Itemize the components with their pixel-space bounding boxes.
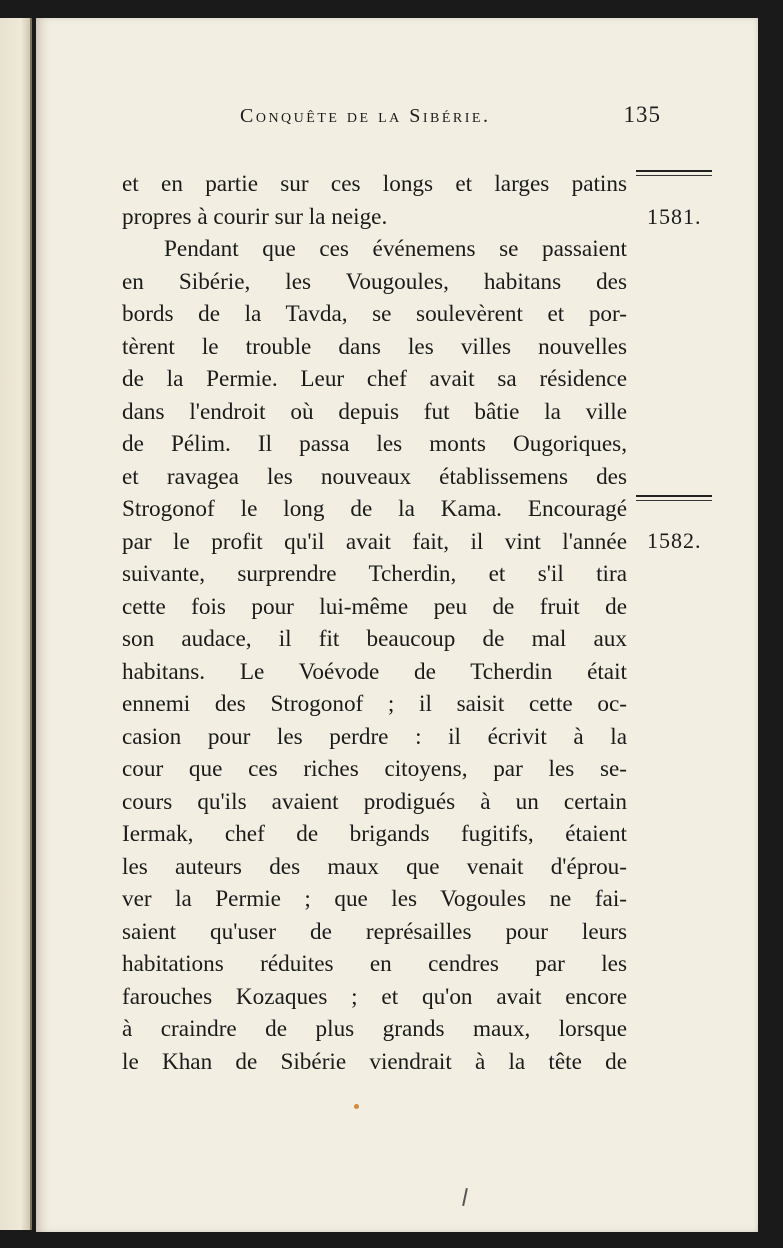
margin-year: 1582.	[647, 528, 702, 553]
text-line: de la Permie. Leur chef avait sa résidence	[122, 366, 627, 392]
text-line: habitans. Le Voévode de Tcherdin était	[122, 658, 627, 685]
text-line: tèrent le trouble dans les villes nouvelles	[122, 333, 627, 360]
text-line: bords de la Tavda, se soulevèrent et por-	[122, 301, 627, 327]
text-line: propres à courir sur la neige.	[122, 203, 388, 230]
margin-rule	[636, 170, 712, 172]
text-line: Pendant que ces événemens se passaient	[164, 236, 627, 262]
previous-page-edge	[0, 18, 32, 1230]
text-line: le Khan de Sibérie viendrait à la tête de	[122, 1048, 627, 1075]
text-line: de Pélim. Il passa les monts Ougoriques,	[122, 431, 627, 457]
page-number: 135	[623, 102, 661, 127]
text-line: saient qu'user de représailles pour leurs	[122, 918, 627, 945]
text-line: casion pour les perdre : il écrivit à la	[122, 723, 627, 750]
text-line: cette fois pour lui-même peu de fruit de	[122, 593, 627, 620]
text-line: son audace, il fit beaucoup de mal aux	[122, 626, 627, 652]
text-line: et ravagea les nouveaux établissemens des	[122, 463, 627, 490]
ink-stain	[354, 1104, 359, 1109]
text-line: Strogonof le long de la Kama. Encouragé	[122, 496, 627, 522]
text-line: Iermak, chef de brigands fugitifs, étaient	[122, 821, 627, 847]
margin-rule	[636, 495, 712, 497]
text-line: par le profit qu'il avait fait, il vint l'année	[122, 528, 627, 555]
pencil-mark	[462, 1188, 468, 1206]
text-line: les auteurs des maux que venait d'éprou-	[122, 853, 627, 880]
text-line: en Sibérie, les Vougoules, habitans des	[122, 268, 627, 295]
book-page	[36, 18, 758, 1232]
text-line: cours qu'ils avaient prodigués à un certain	[122, 788, 627, 815]
text-line: et en partie sur ces longs et larges patins	[122, 171, 627, 197]
running-head	[196, 102, 661, 128]
text-line: habitations réduites en cendres par les	[122, 951, 627, 977]
text-line: farouches Kozaques ; et qu'on avait encore	[122, 983, 627, 1010]
text-line: dans l'endroit où depuis fut bâtie la ville	[122, 398, 627, 425]
text-line: suivante, surprendre Tcherdin, et s'il tira	[122, 561, 627, 587]
text-line: à craindre de plus grands maux, lorsque	[122, 1016, 627, 1042]
text-line: ver la Permie ; que les Vogoules ne fai-	[122, 886, 627, 912]
text-line: ennemi des Strogonof ; il saisit cette oc-	[122, 691, 627, 717]
margin-year: 1581.	[647, 204, 702, 229]
body-text	[122, 168, 627, 1078]
text-line: cour que ces riches citoyens, par les se-	[122, 756, 627, 782]
running-title: Conquête de la Sibérie.	[240, 105, 491, 127]
